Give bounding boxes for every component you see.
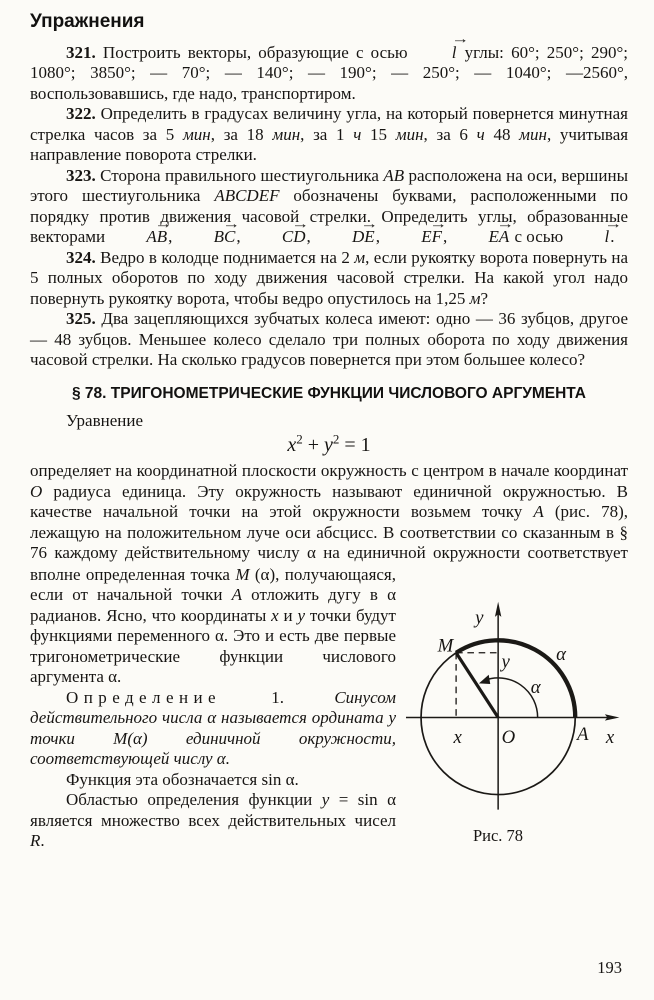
exercises-heading: Упражнения (30, 11, 145, 32)
circle-paragraph-continued: вполне определенная точка M (α), получающаяся, если от начальной точки A отложить дугу в α радианов. Ясно, что координаты x и y точки будут функциями переменного α. Это и есть две первые тригонометрические функции числового аргумента α. (30, 564, 396, 686)
figure-78 (404, 567, 628, 847)
unit-circle-diagram (404, 567, 628, 819)
circle-paragraph: определяет на координатной плоскости окружность с центром в начале координат O радиуса единица. Эту окружность называют единичной окружностью. В качестве начальной точки на этой окружности возьмем точку A (рис. 78), лежащую на положительном луче оси абсцисс. В соответствии со сказанным в § 76 каждому действительному числу α на единичной окружности соответствует (30, 461, 628, 562)
point-m-label: M (437, 635, 454, 657)
section-heading: § 78. ТРИГОНОМЕТРИЧЕСКИЕ ФУНКЦИИ ЧИСЛОВОГО АРГУМЕНТА (72, 384, 586, 402)
abscissa-label: x (453, 726, 462, 748)
arc-alpha-label: α (556, 643, 567, 665)
problem-321: 321. Построить векторы, образующие с осью l → углы: 60°; 250°; 290°; 1080°; 3850°; — 70°; — 140°; — 190°; — 250°; — 1040°; —2560°, воспользовавшись, где надо, транспортиром. (30, 43, 628, 105)
problem-324: 324. Ведро в колодце поднимается на 2 м, если рукоятку ворота повернуть на 5 полных оборотов по ходу движения часовой стрелки. На какой угол надо повернуть рукоятку ворота, чтобы ведро опустилось на 1,25 м? (30, 247, 629, 308)
problem-325: 325. Два зацепляющихся зубчатых колеса имеют: одно — 36 зубцов, другое — 48 зубцов. Меньшее колесо сделало три полных оборота по ходу движения часовой стрелки. На сколько градусов повернется при этом большее колесо? (30, 309, 628, 369)
wrap-zone (30, 565, 628, 852)
origin-label: O (501, 726, 516, 748)
point-a-label: A (577, 723, 589, 745)
page-number: 193 (597, 958, 622, 977)
y-axis-label: y (475, 606, 484, 628)
ordinate-label: y (501, 651, 510, 673)
radius-om-line (456, 652, 498, 717)
definition-1: Определение 1. Синусом действительного числа α называется ордината y точки M(α) единичной окружности, соответствующей числу α. (30, 687, 396, 768)
unit-circle-formula: $x^2 + y^2 = 1$ (287, 430, 371, 456)
angle-alpha-label: α (530, 676, 541, 698)
equation-intro: Уравнение (66, 411, 143, 430)
function-notation-note: Функция эта обозначается sin α. (66, 769, 299, 789)
figure-caption: Рис. 78 (472, 826, 524, 845)
domain-note: Областью определения функции y = sin α является множество всех действительных чисел R. (30, 790, 396, 850)
problem-322: 322. Определить в градусах величину угла, на который повернется минутная стрелка часов за 5 мин, за 18 мин, за 1 ч 15 мин, за 6 ч 48 мин, учитывая направление поворота стрелки. (30, 104, 629, 164)
x-axis-label: x (605, 726, 615, 748)
problem-323: 323. Сторона правильного шестиугольника AB расположена на оси, вершины этого шестиугольника ABCDEF обозначены буквами, расположенными по порядку против движения часовой стрелки. Определить углы, образованные векторами AB →, BC →, CD →, DE →, EF →, EA → с осью l →. (30, 166, 628, 248)
angle-arc-arrowhead-icon (479, 674, 490, 683)
